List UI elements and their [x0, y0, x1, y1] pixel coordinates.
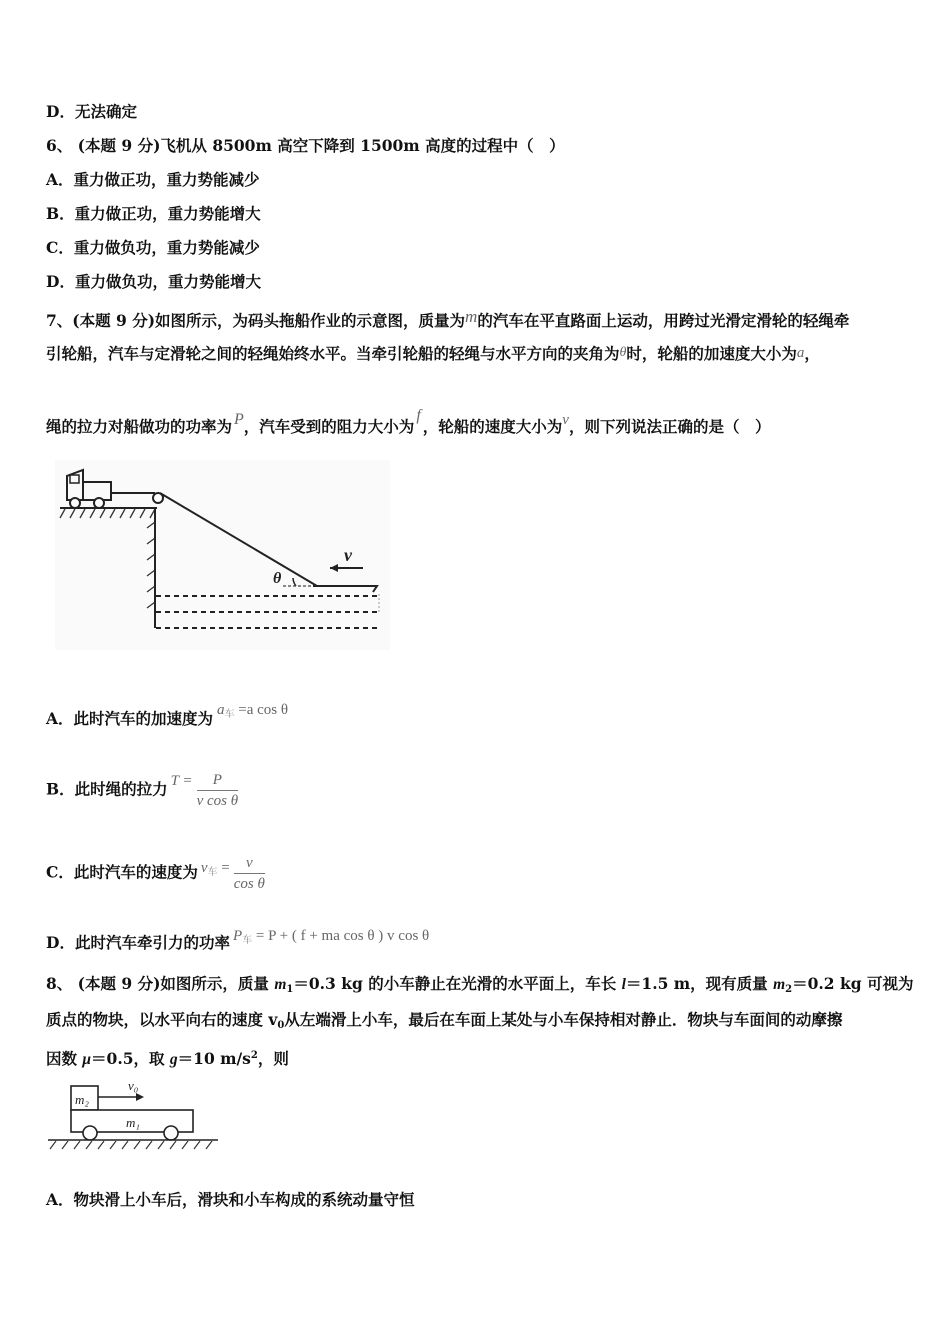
cart-wheel-right — [164, 1126, 178, 1140]
formula-b-lhs: T = — [170, 772, 193, 789]
ground-hatching — [50, 1141, 212, 1149]
q8-stem-line2: 质点的物块，以水平向右的速度 $v_0$从左端滑上小车，最后在车面上某处与小车保持相对静止．物块与车面间的动摩擦 — [46, 1010, 843, 1031]
v0-arrowhead — [136, 1093, 144, 1101]
q7-stem-line2: 引轮船，汽车与定滑轮之间的轻绳始终水平。当牵引轮船的轻绳与水平方向的夹角为θ时，轮船的加速度大小为a， — [46, 344, 820, 363]
formula-d: $P_车 = P$ + ( f + ma cos θ ) v cos θ — [232, 928, 430, 946]
q6-stem: 6、 (本题 9 分)飞机从 8500m 高空下降到 1500m 高度的过程中（ ） — [46, 136, 565, 155]
label-m2: m₂ — [75, 1092, 89, 1107]
label-v: v — [344, 545, 352, 565]
q7-option-b: B．此时绳的拉力 T = $\frac{P}{\text{v cos θ}}$ — [46, 772, 239, 809]
label-m1: m₁ — [126, 1115, 140, 1130]
q7-figure-tugboat — [55, 460, 390, 650]
formula-c-lhs: $v_车$ = — [200, 859, 230, 878]
q8-figure-block-cart — [46, 1076, 221, 1154]
q6-option-d: D．重力做负功，重力势能增大 — [46, 272, 261, 291]
symbol-a: a — [796, 345, 805, 361]
q6-option-b: B．重力做正功，重力势能增大 — [46, 204, 261, 223]
symbol-f: f — [416, 407, 421, 424]
q7-stem-line3: 绳的拉力对船做功的功率为 P，汽车受到的阻力大小为f，轮船的速度大小为v，则下列说法正确的是（ ） — [46, 407, 771, 436]
q7-option-c: C．此时汽车的速度为 $v_车$ = $\frac{v}{\text{cos θ}}$ — [46, 855, 265, 892]
q5-option-d: D．无法确定 — [46, 102, 137, 121]
q7-stem-line1: 7、(本题 9 分)如图所示，为码头拖船作业的示意图，质量为m的汽车在平直路面上运动，用跨过光滑定滑轮的轻绳牵 — [46, 307, 850, 330]
symbol-m: m — [465, 307, 478, 326]
q7-option-d: D．此时汽车牵引力的功率 $P_车 = P$ + ( f + ma cos θ ) v cos θ — [46, 928, 430, 952]
symbol-p: P — [234, 411, 244, 428]
label-v0: v₀ — [128, 1078, 139, 1093]
q6-option-a: A．重力做正功，重力势能减少 — [46, 170, 260, 189]
q7-option-a: A．此时汽车的加速度为 $a_车 =a$ cos θ — [46, 702, 289, 728]
formula-c-fraction: $\frac{v}{\text{cos θ}}$ — [233, 855, 265, 892]
symbol-theta: θ — [619, 345, 627, 360]
symbol-v: v — [562, 412, 569, 428]
formula-b-fraction: $\frac{P}{\text{v cos θ}}$ — [196, 772, 239, 809]
q8-option-a: A．物块滑上小车后，滑块和小车构成的系统动量守恒 — [46, 1190, 415, 1209]
label-theta: θ — [273, 570, 282, 587]
q8-stem-line1: 8、 (本题 9 分)如图所示，质量 $m_1=0.3$ kg 的小车静止在光滑的水平面上，车长 l＝1.5 m，现有质量 $m_2=0.2$ kg 可视为 — [46, 974, 914, 995]
cart-wheel-left — [83, 1126, 97, 1140]
formula-a: $a_车 =a$ cos θ — [217, 702, 289, 720]
q6-option-c: C．重力做负功，重力势能减少 — [46, 238, 260, 257]
q8-stem-line3: 因数 μ＝0.5，取 g＝10 $m/s^2$，则 — [46, 1049, 289, 1069]
